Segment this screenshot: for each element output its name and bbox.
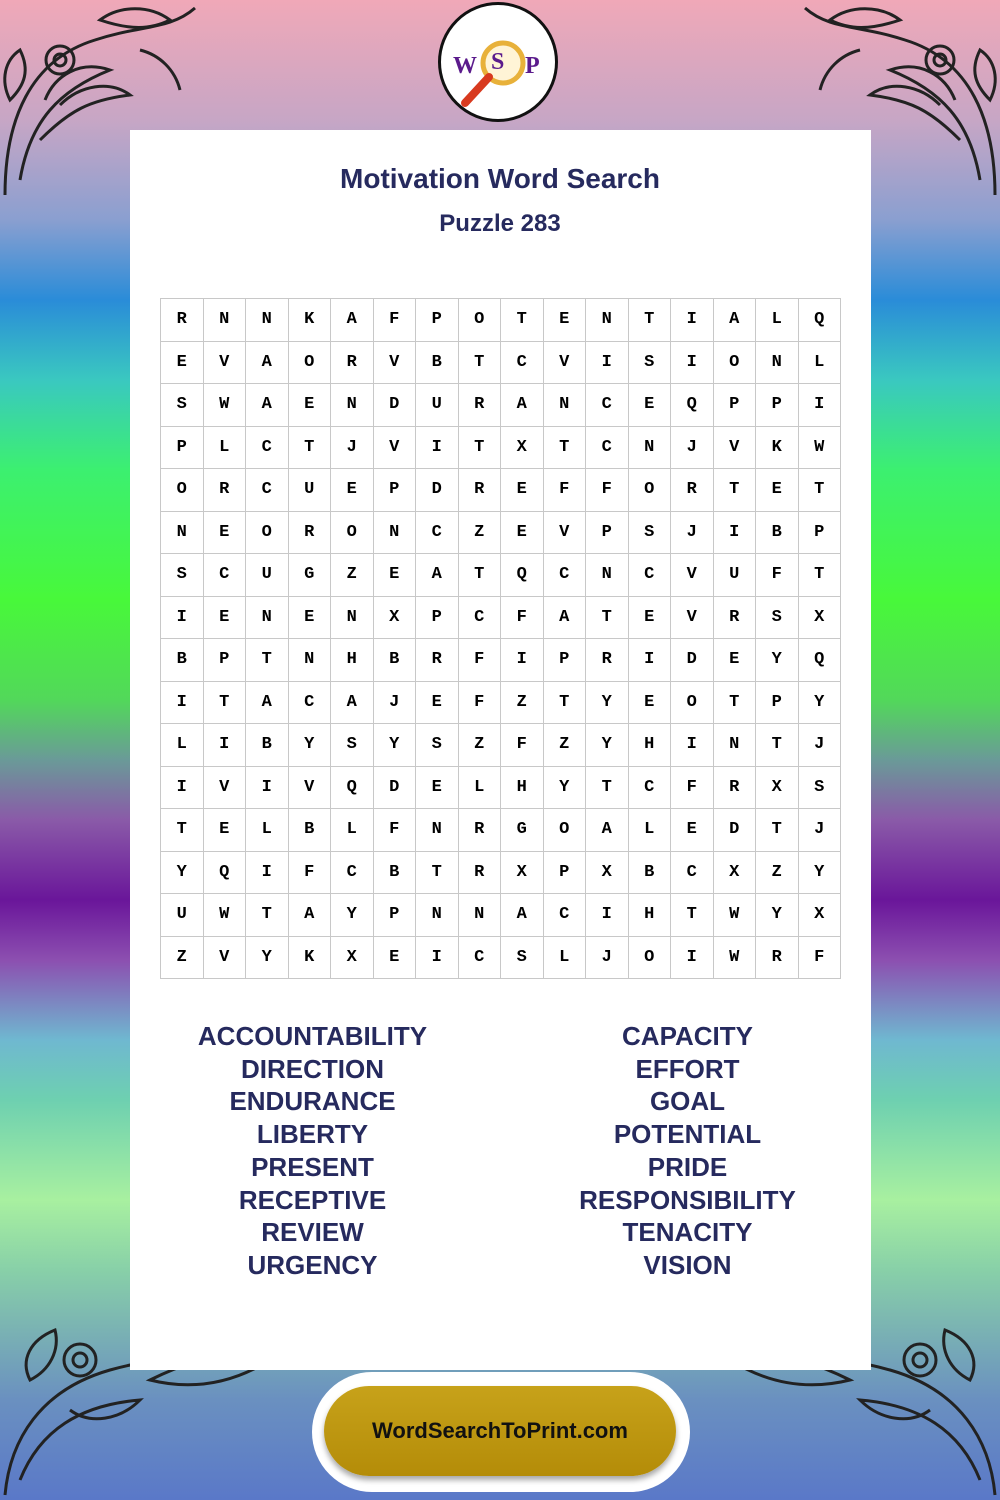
grid-cell: H bbox=[629, 894, 672, 937]
grid-cell: I bbox=[799, 384, 842, 427]
grid-cell: P bbox=[204, 639, 247, 682]
word-list-item: ACCOUNTABILITY bbox=[197, 1021, 428, 1051]
grid-cell: R bbox=[586, 639, 629, 682]
grid-cell: X bbox=[374, 597, 417, 640]
grid-cell: E bbox=[416, 682, 459, 725]
grid-cell: Q bbox=[501, 554, 544, 597]
grid-cell: F bbox=[756, 554, 799, 597]
grid-cell: I bbox=[714, 512, 757, 555]
grid-cell: H bbox=[501, 767, 544, 810]
grid-cell: N bbox=[289, 639, 332, 682]
grid-cell: L bbox=[204, 427, 247, 470]
grid-cell: S bbox=[161, 554, 204, 597]
grid-cell: E bbox=[756, 469, 799, 512]
grid-cell: O bbox=[246, 512, 289, 555]
grid-cell: O bbox=[331, 512, 374, 555]
grid-cell: T bbox=[586, 767, 629, 810]
grid-cell: C bbox=[544, 554, 587, 597]
word-list-item: EFFORT bbox=[635, 1053, 740, 1084]
word-list-item: URGENCY bbox=[247, 1249, 378, 1280]
grid-cell: D bbox=[374, 384, 417, 427]
grid-cell: F bbox=[459, 682, 502, 725]
grid-cell: Y bbox=[799, 682, 842, 725]
grid-cell: S bbox=[629, 512, 672, 555]
word-list-item: RECEPTIVE bbox=[238, 1184, 387, 1215]
grid-cell: C bbox=[671, 852, 714, 895]
grid-cell: B bbox=[416, 342, 459, 385]
grid-cell: A bbox=[416, 554, 459, 597]
grid-cell: N bbox=[161, 512, 204, 555]
grid-cell: S bbox=[629, 342, 672, 385]
grid-cell: F bbox=[374, 809, 417, 852]
grid-cell: O bbox=[459, 299, 502, 342]
grid-cell: B bbox=[161, 639, 204, 682]
grid-cell: K bbox=[289, 937, 332, 980]
grid-cell: A bbox=[586, 809, 629, 852]
grid-cell: L bbox=[799, 342, 842, 385]
site-link[interactable]: WordSearchToPrint.com bbox=[324, 1386, 676, 1476]
grid-cell: R bbox=[756, 937, 799, 980]
grid-cell: V bbox=[714, 427, 757, 470]
grid-cell: L bbox=[161, 724, 204, 767]
grid-cell: T bbox=[629, 299, 672, 342]
grid-cell: N bbox=[416, 809, 459, 852]
grid-cell: S bbox=[501, 937, 544, 980]
grid-cell: Y bbox=[289, 724, 332, 767]
grid-cell: F bbox=[544, 469, 587, 512]
grid-cell: V bbox=[374, 427, 417, 470]
grid-cell: W bbox=[204, 384, 247, 427]
grid-cell: W bbox=[714, 894, 757, 937]
grid-cell: C bbox=[544, 894, 587, 937]
grid-cell: I bbox=[161, 682, 204, 725]
word-list-item: TENACITY bbox=[622, 1217, 753, 1248]
grid-cell: P bbox=[756, 384, 799, 427]
grid-cell: E bbox=[289, 597, 332, 640]
grid-cell: T bbox=[501, 299, 544, 342]
grid-cell: F bbox=[459, 639, 502, 682]
grid-cell: N bbox=[714, 724, 757, 767]
grid-cell: I bbox=[671, 299, 714, 342]
grid-cell: E bbox=[629, 597, 672, 640]
grid-cell: E bbox=[204, 512, 247, 555]
grid-cell: R bbox=[331, 342, 374, 385]
grid-cell: E bbox=[544, 299, 587, 342]
grid-cell: R bbox=[289, 512, 332, 555]
grid-cell: Y bbox=[586, 724, 629, 767]
grid-cell: N bbox=[374, 512, 417, 555]
grid-cell: Y bbox=[799, 852, 842, 895]
grid-cell: Y bbox=[161, 852, 204, 895]
grid-cell: I bbox=[501, 639, 544, 682]
grid-cell: B bbox=[374, 639, 417, 682]
grid-cell: T bbox=[714, 682, 757, 725]
grid-cell: Q bbox=[799, 639, 842, 682]
grid-cell: G bbox=[501, 809, 544, 852]
grid-cell: C bbox=[629, 554, 672, 597]
word-list-item: DIRECTION bbox=[241, 1053, 384, 1084]
page-title: Motivation Word Search bbox=[340, 163, 660, 194]
grid-cell: J bbox=[374, 682, 417, 725]
word-list-item: RESPONSIBILITY bbox=[579, 1184, 796, 1215]
grid-cell: O bbox=[544, 809, 587, 852]
grid-cell: O bbox=[671, 682, 714, 725]
grid-cell: O bbox=[161, 469, 204, 512]
grid-cell: E bbox=[289, 384, 332, 427]
grid-cell: R bbox=[459, 384, 502, 427]
grid-cell: C bbox=[459, 937, 502, 980]
grid-cell: I bbox=[161, 767, 204, 810]
grid-cell: U bbox=[246, 554, 289, 597]
grid-cell: J bbox=[331, 427, 374, 470]
grid-cell: N bbox=[246, 299, 289, 342]
grid-cell: X bbox=[799, 894, 842, 937]
grid-cell: J bbox=[799, 809, 842, 852]
grid-cell: Y bbox=[374, 724, 417, 767]
footer-badge bbox=[312, 1372, 690, 1492]
word-list-item: GOAL bbox=[649, 1086, 726, 1117]
grid-cell: L bbox=[756, 299, 799, 342]
grid-cell: D bbox=[374, 767, 417, 810]
grid-cell: L bbox=[459, 767, 502, 810]
grid-cell: P bbox=[799, 512, 842, 555]
wsp-logo bbox=[438, 2, 558, 122]
word-list-item: POTENTIAL bbox=[613, 1119, 762, 1150]
grid-cell: T bbox=[289, 427, 332, 470]
grid-cell: X bbox=[714, 852, 757, 895]
grid-cell: Q bbox=[671, 384, 714, 427]
grid-cell: P bbox=[544, 852, 587, 895]
grid-cell: J bbox=[671, 512, 714, 555]
grid-cell: V bbox=[289, 767, 332, 810]
grid-cell: W bbox=[799, 427, 842, 470]
grid-cell: B bbox=[289, 809, 332, 852]
grid-cell: A bbox=[331, 682, 374, 725]
grid-cell: I bbox=[671, 937, 714, 980]
logo-letter-p: P bbox=[525, 53, 540, 79]
grid-cell: O bbox=[289, 342, 332, 385]
grid-cell: E bbox=[204, 809, 247, 852]
grid-cell: T bbox=[756, 724, 799, 767]
grid-cell: V bbox=[671, 554, 714, 597]
grid-cell: T bbox=[799, 469, 842, 512]
grid-cell: U bbox=[714, 554, 757, 597]
grid-cell: J bbox=[671, 427, 714, 470]
grid-cell: T bbox=[459, 342, 502, 385]
grid-cell: E bbox=[374, 554, 417, 597]
grid-cell: W bbox=[204, 894, 247, 937]
logo-letter-s: S bbox=[491, 49, 505, 75]
grid-cell: Y bbox=[756, 894, 799, 937]
grid-cell: F bbox=[374, 299, 417, 342]
grid-cell: T bbox=[246, 639, 289, 682]
grid-cell: N bbox=[331, 384, 374, 427]
grid-cell: V bbox=[544, 342, 587, 385]
grid-cell: P bbox=[586, 512, 629, 555]
grid-cell: P bbox=[416, 597, 459, 640]
grid-cell: N bbox=[756, 342, 799, 385]
grid-cell: I bbox=[246, 767, 289, 810]
grid-cell: O bbox=[714, 342, 757, 385]
grid-cell: R bbox=[714, 597, 757, 640]
grid-cell: Z bbox=[756, 852, 799, 895]
word-list-item: VISION bbox=[643, 1249, 732, 1280]
grid-cell: R bbox=[161, 299, 204, 342]
grid-cell: O bbox=[629, 937, 672, 980]
grid-cell: C bbox=[586, 427, 629, 470]
grid-cell: B bbox=[374, 852, 417, 895]
word-list-left bbox=[160, 1020, 465, 1282]
grid-cell: Y bbox=[246, 937, 289, 980]
grid-cell: R bbox=[714, 767, 757, 810]
grid-cell: Z bbox=[501, 682, 544, 725]
logo-letter-w: W bbox=[453, 53, 477, 79]
grid-cell: E bbox=[161, 342, 204, 385]
grid-cell: R bbox=[204, 469, 247, 512]
grid-cell: Z bbox=[161, 937, 204, 980]
grid-cell: A bbox=[289, 894, 332, 937]
grid-cell: X bbox=[501, 852, 544, 895]
grid-cell: N bbox=[586, 299, 629, 342]
grid-cell: Z bbox=[459, 724, 502, 767]
grid-cell: V bbox=[204, 937, 247, 980]
grid-cell: X bbox=[586, 852, 629, 895]
grid-cell: E bbox=[331, 469, 374, 512]
grid-cell: T bbox=[459, 427, 502, 470]
grid-cell: T bbox=[544, 682, 587, 725]
grid-cell: D bbox=[714, 809, 757, 852]
grid-cell: I bbox=[629, 639, 672, 682]
grid-cell: R bbox=[671, 469, 714, 512]
grid-cell: Y bbox=[586, 682, 629, 725]
grid-cell: C bbox=[204, 554, 247, 597]
grid-cell: T bbox=[586, 597, 629, 640]
grid-cell: N bbox=[331, 597, 374, 640]
grid-cell: H bbox=[331, 639, 374, 682]
letter-grid bbox=[160, 298, 841, 979]
grid-cell: T bbox=[671, 894, 714, 937]
grid-cell: F bbox=[799, 937, 842, 980]
grid-cell: E bbox=[416, 767, 459, 810]
grid-cell: L bbox=[331, 809, 374, 852]
grid-cell: A bbox=[501, 894, 544, 937]
grid-cell: X bbox=[501, 427, 544, 470]
word-list-item: PRESENT bbox=[251, 1151, 374, 1182]
grid-cell: I bbox=[416, 937, 459, 980]
grid-cell: I bbox=[671, 724, 714, 767]
grid-cell: C bbox=[246, 469, 289, 512]
grid-cell: T bbox=[799, 554, 842, 597]
grid-cell: F bbox=[289, 852, 332, 895]
grid-cell: A bbox=[714, 299, 757, 342]
grid-cell: Z bbox=[544, 724, 587, 767]
grid-cell: L bbox=[629, 809, 672, 852]
grid-cell: I bbox=[246, 852, 289, 895]
grid-cell: V bbox=[204, 767, 247, 810]
grid-cell: K bbox=[289, 299, 332, 342]
grid-cell: A bbox=[501, 384, 544, 427]
grid-cell: B bbox=[756, 512, 799, 555]
grid-cell: T bbox=[756, 809, 799, 852]
word-list-item: CAPACITY bbox=[622, 1021, 753, 1051]
grid-cell: T bbox=[544, 427, 587, 470]
grid-cell: V bbox=[374, 342, 417, 385]
grid-cell: O bbox=[629, 469, 672, 512]
grid-cell: R bbox=[459, 809, 502, 852]
grid-cell: E bbox=[204, 597, 247, 640]
grid-cell: S bbox=[331, 724, 374, 767]
grid-cell: R bbox=[416, 639, 459, 682]
grid-cell: N bbox=[586, 554, 629, 597]
grid-cell: B bbox=[629, 852, 672, 895]
grid-cell: U bbox=[289, 469, 332, 512]
grid-cell: C bbox=[459, 597, 502, 640]
word-list-item: PRIDE bbox=[647, 1151, 728, 1182]
grid-cell: E bbox=[501, 512, 544, 555]
grid-cell: Y bbox=[756, 639, 799, 682]
grid-cell: I bbox=[671, 342, 714, 385]
grid-cell: X bbox=[799, 597, 842, 640]
word-list-item: ENDURANCE bbox=[229, 1086, 396, 1117]
grid-cell: P bbox=[374, 469, 417, 512]
grid-cell: N bbox=[629, 427, 672, 470]
grid-cell: E bbox=[671, 809, 714, 852]
grid-cell: W bbox=[714, 937, 757, 980]
grid-cell: E bbox=[374, 937, 417, 980]
grid-cell: J bbox=[799, 724, 842, 767]
grid-cell: Q bbox=[331, 767, 374, 810]
grid-cell: E bbox=[629, 682, 672, 725]
grid-cell: P bbox=[544, 639, 587, 682]
grid-cell: S bbox=[799, 767, 842, 810]
grid-cell: A bbox=[331, 299, 374, 342]
grid-cell: C bbox=[246, 427, 289, 470]
grid-cell: X bbox=[331, 937, 374, 980]
puzzle-number: Puzzle 283 bbox=[439, 210, 561, 237]
grid-cell: I bbox=[586, 342, 629, 385]
word-list-item: LIBERTY bbox=[256, 1119, 369, 1150]
grid-cell: H bbox=[629, 724, 672, 767]
grid-cell: G bbox=[289, 554, 332, 597]
grid-cell: Q bbox=[204, 852, 247, 895]
grid-cell: D bbox=[671, 639, 714, 682]
grid-cell: N bbox=[246, 597, 289, 640]
grid-cell: P bbox=[756, 682, 799, 725]
grid-cell: P bbox=[714, 384, 757, 427]
grid-cell: D bbox=[416, 469, 459, 512]
grid-cell: Z bbox=[459, 512, 502, 555]
grid-cell: V bbox=[204, 342, 247, 385]
grid-cell: S bbox=[161, 384, 204, 427]
grid-cell: I bbox=[416, 427, 459, 470]
grid-cell: P bbox=[161, 427, 204, 470]
grid-cell: T bbox=[204, 682, 247, 725]
grid-cell: L bbox=[246, 809, 289, 852]
grid-cell: C bbox=[331, 852, 374, 895]
grid-cell: B bbox=[246, 724, 289, 767]
grid-cell: V bbox=[544, 512, 587, 555]
grid-cell: S bbox=[756, 597, 799, 640]
grid-cell: F bbox=[501, 597, 544, 640]
grid-cell: C bbox=[289, 682, 332, 725]
grid-cell: U bbox=[161, 894, 204, 937]
grid-cell: I bbox=[204, 724, 247, 767]
grid-cell: A bbox=[246, 342, 289, 385]
grid-cell: A bbox=[246, 682, 289, 725]
grid-cell: T bbox=[714, 469, 757, 512]
grid-cell: I bbox=[161, 597, 204, 640]
grid-cell: T bbox=[416, 852, 459, 895]
grid-cell: A bbox=[544, 597, 587, 640]
grid-cell: P bbox=[374, 894, 417, 937]
grid-cell: T bbox=[459, 554, 502, 597]
grid-cell: Y bbox=[331, 894, 374, 937]
grid-cell: R bbox=[459, 852, 502, 895]
grid-cell: S bbox=[416, 724, 459, 767]
grid-cell: Z bbox=[331, 554, 374, 597]
grid-cell: E bbox=[501, 469, 544, 512]
grid-cell: J bbox=[586, 937, 629, 980]
grid-cell: C bbox=[416, 512, 459, 555]
grid-cell: K bbox=[756, 427, 799, 470]
grid-cell: L bbox=[544, 937, 587, 980]
grid-cell: N bbox=[544, 384, 587, 427]
grid-cell: T bbox=[161, 809, 204, 852]
grid-cell: P bbox=[416, 299, 459, 342]
grid-cell: F bbox=[586, 469, 629, 512]
grid-cell: Y bbox=[544, 767, 587, 810]
grid-cell: C bbox=[586, 384, 629, 427]
grid-cell: V bbox=[671, 597, 714, 640]
grid-cell: Q bbox=[799, 299, 842, 342]
grid-cell: N bbox=[416, 894, 459, 937]
grid-cell: A bbox=[246, 384, 289, 427]
grid-cell: E bbox=[629, 384, 672, 427]
grid-cell: N bbox=[459, 894, 502, 937]
grid-cell: U bbox=[416, 384, 459, 427]
grid-cell: R bbox=[459, 469, 502, 512]
grid-cell: X bbox=[756, 767, 799, 810]
grid-cell: C bbox=[629, 767, 672, 810]
word-list-right bbox=[540, 1020, 835, 1282]
grid-cell: T bbox=[246, 894, 289, 937]
grid-cell: N bbox=[204, 299, 247, 342]
grid-cell: F bbox=[671, 767, 714, 810]
word-list-item: REVIEW bbox=[261, 1217, 364, 1248]
grid-cell: C bbox=[501, 342, 544, 385]
grid-cell: E bbox=[714, 639, 757, 682]
grid-cell: I bbox=[586, 894, 629, 937]
grid-cell: F bbox=[501, 724, 544, 767]
